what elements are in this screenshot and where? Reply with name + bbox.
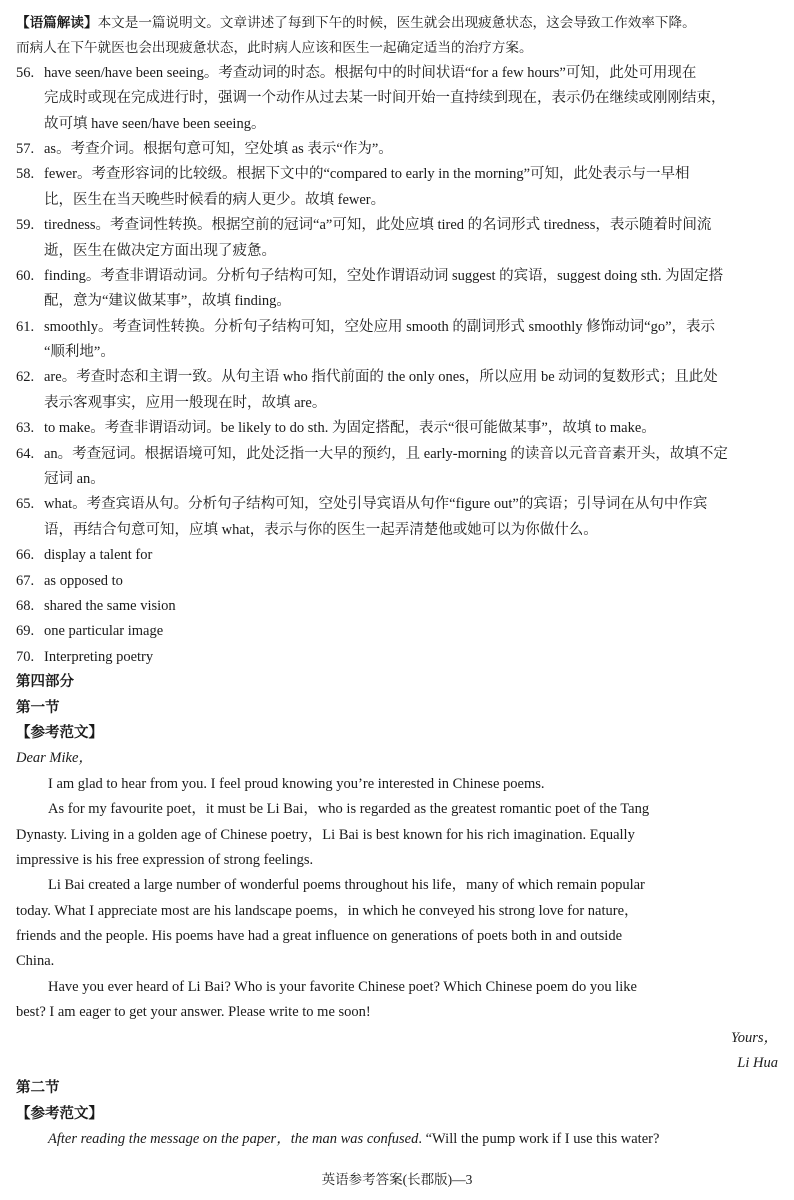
answer-text: finding。考查非谓语动词。分析句子结构可知，空处作谓语动词 suggest 的宾语，suggest doing sth. 为固定搭 — [44, 267, 724, 284]
answer-item — [16, 619, 780, 644]
answer-line-continued: 配，意为“建议做某事”，故填 finding。 — [44, 293, 291, 310]
sample-essay-label-2: 【参考范文】 — [16, 1105, 103, 1122]
letter-line: China. — [16, 953, 55, 970]
passage-analysis-label: 【语篇解读】 — [16, 15, 98, 30]
answer-item — [16, 569, 780, 594]
letter-body — [16, 772, 780, 1026]
answer-item — [16, 645, 780, 670]
letter-line: Have you ever heard of Li Bai? Who is your favorite Chinese poet? Which Chinese poem do you like — [48, 978, 637, 995]
question-number: 65. — [16, 496, 35, 513]
answer-item — [16, 543, 780, 568]
question-number: 59. — [16, 217, 35, 234]
question-number: 63. — [16, 420, 35, 437]
answer-text: one particular image — [44, 623, 164, 640]
answer-text: smoothly。考查词性转换。分析句子结构可知，空处应用 smooth 的副词形式 smoothly 修饰动词“go”，表示 — [44, 318, 716, 335]
answer-item — [16, 594, 780, 619]
letter-line: I am glad to hear from you. I feel proud knowing you’re interested in Chinese poems. — [48, 775, 545, 792]
letter-line: Dynasty. Living in a golden age of Chinese poetry，Li Bai is best known for his rich imagination. Equally — [16, 826, 635, 843]
question-number: 62. — [16, 369, 35, 386]
answer-text: what。考查宾语从句。分析句子结构可知，空处引导宾语从句作“figure out”的宾语；引导词在从句中作宾 — [44, 496, 708, 513]
question-number: 58. — [16, 166, 35, 183]
answer-item — [16, 137, 780, 162]
passage-analysis-text: 本文是一篇说明文。文章讲述了每到下午的时候，医生就会出现疲惫状态，这会导致工作效率下降。 — [97, 15, 696, 30]
section-one-heading: 第一节 — [16, 699, 60, 716]
answer-line-continued: 完成时或现在完成进行时，强调一个动作从过去某一时间开始一直持续到现在，表示仍在继续或刚刚结束， — [44, 90, 726, 107]
answer-item — [16, 442, 780, 493]
passage-analysis — [16, 10, 780, 35]
question-number: 56. — [16, 64, 35, 81]
answer-line — [16, 442, 780, 467]
answer-text: are。考查时态和主谓一致。从句主语 who 指代前面的 the only ones，所以应用 be 动词的复数形式；且此处 — [44, 369, 718, 386]
answer-line — [16, 416, 780, 441]
answer-text: have seen/have been seeing。考查动词的时态。根据句中的时间状语“for a few hours”可知，此处可用现在 — [44, 64, 697, 81]
answer-item — [16, 213, 780, 264]
letter-line: As for my favourite poet，it must be Li Bai，who is regarded as the greatest romantic poet of the Tang — [48, 801, 650, 818]
question-number: 66. — [16, 547, 35, 564]
question-number: 61. — [16, 318, 35, 335]
answer-item — [16, 315, 780, 366]
question-number: 69. — [16, 623, 35, 640]
answer-line-continued: “顺利地”。 — [44, 344, 115, 361]
answer-text: shared the same vision — [44, 597, 176, 614]
question-number: 67. — [16, 572, 35, 589]
answer-text: as opposed to — [44, 572, 123, 589]
answer-line — [16, 162, 780, 187]
answer-line-continued: 语，再结合句意可知，应填 what，表示与你的医生一起弄清楚他或她可以为你做什么。 — [44, 521, 598, 538]
letter-line: impressive is his free expression of strong feelings. — [16, 851, 314, 868]
part-four-heading: 第四部分 — [16, 674, 74, 691]
story-opening-rest: . “Will the pump work if I use this water? — [418, 1131, 660, 1148]
answer-line — [16, 594, 780, 619]
answer-line — [16, 645, 780, 670]
answer-line — [16, 264, 780, 289]
answer-text: Interpreting poetry — [44, 648, 154, 665]
answer-line-continued: 逝，医生在做决定方面出现了疲惫。 — [44, 242, 276, 259]
answer-line — [16, 543, 780, 568]
answer-list — [16, 61, 780, 670]
page-footer: 英语参考答案(长郡版)—3 — [321, 1172, 473, 1187]
answer-text: fewer。考查形容词的比较级。根据下文中的“compared to early in the morning”可知，此处表示与一早相 — [44, 166, 690, 183]
question-number: 68. — [16, 597, 35, 614]
answer-item — [16, 264, 780, 315]
question-number: 60. — [16, 267, 35, 284]
letter-line: best? I am eager to get your answer. Please write to me soon! — [16, 1004, 371, 1021]
letter-salutation: Dear Mike， — [16, 750, 93, 767]
letter-signature: Li Hua — [737, 1055, 778, 1072]
answer-line — [16, 492, 780, 517]
answer-text: tiredness。考查词性转换。根据空前的冠词“a”可知，此处应填 tired 的名词形式 tiredness，表示随着时间流 — [44, 217, 712, 234]
answer-text: as。考查介词。根据句意可知，空处填 as 表示“作为”。 — [44, 140, 393, 157]
answer-line — [16, 365, 780, 390]
answer-line-continued: 表示客观事实，应用一般现在时，故填 are。 — [44, 394, 327, 411]
answer-item — [16, 365, 780, 416]
question-number: 70. — [16, 648, 35, 665]
answer-line — [16, 61, 780, 86]
letter-line: Li Bai created a large number of wonderful poems throughout his life，many of which remain popular — [48, 877, 645, 894]
answer-line-continued: 比，医生在当天晚些时候看的病人更少。故填 fewer。 — [44, 191, 386, 208]
question-number: 64. — [16, 445, 35, 462]
page-content — [16, 10, 780, 1153]
story-opening — [16, 1127, 780, 1152]
answer-line — [16, 137, 780, 162]
letter-line: friends and the people. His poems have had a great influence on generations of poets both in and outside — [16, 928, 623, 945]
answer-line — [16, 619, 780, 644]
answer-text: display a talent for — [44, 547, 153, 564]
answer-item — [16, 416, 780, 441]
sample-essay-label: 【参考范文】 — [16, 724, 103, 741]
answer-line — [16, 213, 780, 238]
question-number: 57. — [16, 140, 35, 157]
letter-closing: Yours， — [730, 1029, 778, 1046]
answer-line — [16, 569, 780, 594]
answer-item — [16, 492, 780, 543]
answer-item — [16, 61, 780, 137]
answer-text: an。考查冠词。根据语境可知，此处泛指一大早的预约，且 early-morning 的读音以元音音素开头，故填不定 — [44, 445, 728, 462]
answer-line-continued: 故可填 have seen/have been seeing。 — [44, 115, 266, 132]
passage-analysis-continued: 而病人在下午就医也会出现疲惫状态，此时病人应该和医生一起确定适当的治疗方案。 — [16, 40, 533, 56]
answer-line — [16, 315, 780, 340]
letter-line: today. What I appreciate most are his landscape poems，in which he conveyed his strong love for nature， — [16, 902, 639, 919]
story-opening-italic: After reading the message on the paper，the man was confused — [48, 1131, 419, 1148]
answer-text: to make。考查非谓语动词。be likely to do sth. 为固定搭配，表示“很可能做某事”，故填 to make。 — [44, 420, 656, 437]
section-two-heading: 第二节 — [16, 1080, 60, 1097]
answer-item — [16, 162, 780, 213]
answer-line-continued: 冠词 an。 — [44, 471, 105, 488]
